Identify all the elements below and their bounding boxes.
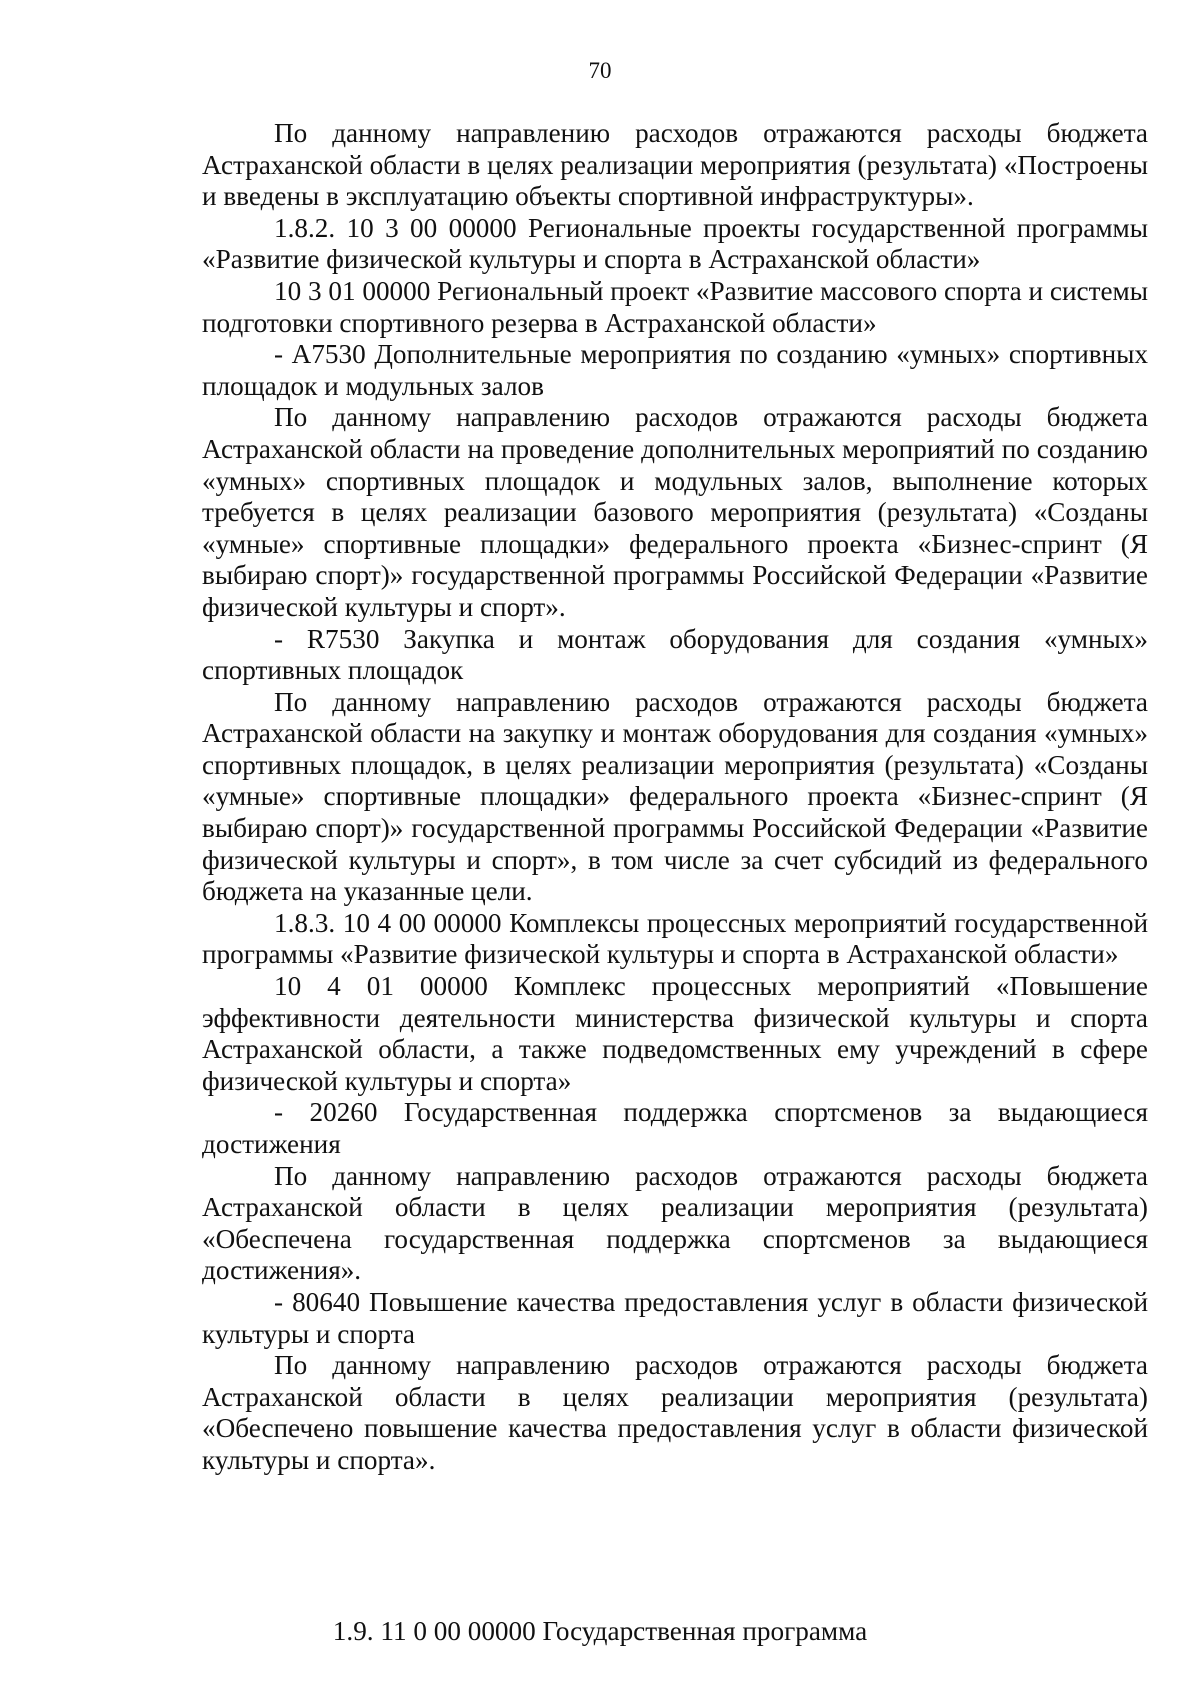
- paragraph-a7530-description: По данному направлению расходов отражаются расходы бюджета Астраханской области на проведение дополнительных мероприятий по созданию «умных» спортивных площадок и модульных залов, выполнение которых требуется в целях реализации базового мероприятия (результата) «Созданы «умные» спортивные площадки» федерального проекта «Бизнес-спринт (Я выбираю спорт)» государственной программы Российской Федерации «Развитие физической культуры и спорт».: [202, 402, 1148, 622]
- paragraph-a7530-item: - А7530 Дополнительные мероприятия по созданию «умных» спортивных площадок и модульных залов: [202, 339, 1148, 401]
- paragraph-process-complex-efficiency: 10 4 01 00000 Комплекс процессных мероприятий «Повышение эффективности деятельности министерства физической культуры и спорта Астраханской области, а также подведомственных ему учреждений в сфере физической культуры и спорта»: [202, 971, 1148, 1096]
- paragraph-result-infrastructure: По данному направлению расходов отражаются расходы бюджета Астраханской области в целях реализации мероприятия (результата) «Построены и введены в эксплуатацию объекты спортивной инфраструктуры».: [202, 118, 1148, 212]
- page-number: 70: [588, 58, 612, 83]
- paragraph-20260-description: По данному направлению расходов отражаются расходы бюджета Астраханской области в целях реализации мероприятия (результата) «Обеспечена государственная поддержка спортсменов за выдающиеся достижения».: [202, 1160, 1148, 1286]
- paragraph-20260-item: - 20260 Государственная поддержка спортсменов за выдающиеся достижения: [202, 1097, 1148, 1159]
- section-heading: 1.9. 11 0 00 00000 Государственная программа: [332, 1616, 868, 1646]
- paragraph-r7530-item: - R7530 Закупка и монтаж оборудования для создания «умных» спортивных площадок: [202, 623, 1148, 686]
- paragraph-process-complexes-heading: 1.8.3. 10 4 00 00000 Комплексы процессных мероприятий государственной программы «Развитие физической культуры и спорта в Астраханской области»: [202, 907, 1148, 970]
- paragraph-r7530-description: По данному направлению расходов отражаются расходы бюджета Астраханской области на закупку и монтаж оборудования для создания «умных» спортивных площадок, в целях реализации мероприятия (результата) «Созданы «умные» спортивные площадки» федерального проекта «Бизнес-спринт (Я выбираю спорт)» государственной программы Российской Федерации «Развитие физической культуры и спорт», в том числе за счет субсидий из федерального бюджета на указанные цели.: [202, 686, 1148, 907]
- paragraph-80640-item: - 80640 Повышение качества предоставления услуг в области физической культуры и спорта: [202, 1286, 1148, 1349]
- paragraph-regional-projects-heading: 1.8.2. 10 3 00 00000 Региональные проекты государственной программы «Развитие физической культуры и спорта в Астраханской области»: [202, 212, 1148, 275]
- paragraph-regional-project-mass-sport: 10 3 01 00000 Региональный проект «Развитие массового спорта и системы подготовки спортивного резерва в Астраханской области»: [202, 275, 1148, 338]
- body-text: [202, 118, 1148, 1477]
- paragraph-80640-description: По данному направлению расходов отражаются расходы бюджета Астраханской области в целях реализации мероприятия (результата) «Обеспечено повышение качества предоставления услуг в области физической культуры и спорта».: [202, 1350, 1148, 1475]
